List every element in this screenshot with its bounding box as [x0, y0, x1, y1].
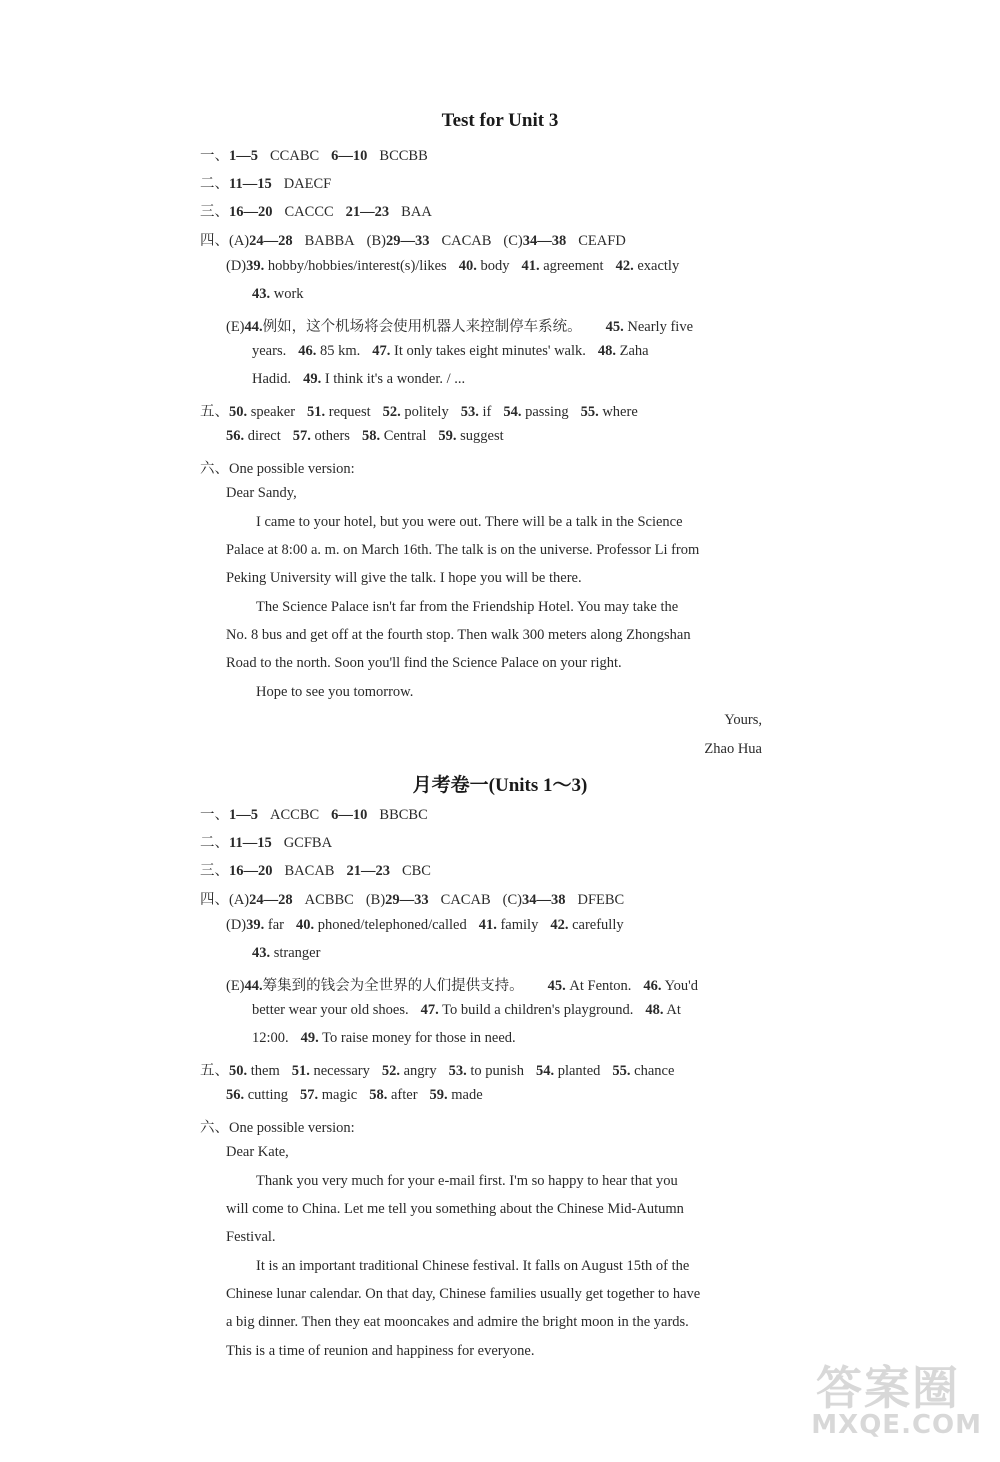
answers: BCCBB — [379, 148, 428, 164]
answer-text: At Fenton. — [569, 978, 632, 994]
answer-text: if — [482, 404, 492, 420]
answer-text: direct — [247, 428, 281, 444]
answers: DFEBC — [577, 892, 625, 908]
section-number: 四、 — [200, 233, 229, 249]
answer-text: phoned/telephoned/called — [317, 917, 467, 933]
answer-text: passing — [525, 404, 569, 420]
question-range: 6—10 — [331, 807, 368, 823]
answers: CEAFD — [578, 233, 626, 249]
question-number: 52. — [382, 404, 401, 420]
answers: DAECF — [283, 176, 332, 192]
answer-text: It only takes eight minutes' walk. — [394, 343, 586, 359]
answer-text: suggest — [460, 428, 504, 444]
question-range: 21—23 — [345, 204, 390, 220]
answers: BABBA — [304, 233, 355, 249]
answer-text: 85 km. — [319, 343, 361, 359]
watermark-en: MXQE.COM — [811, 1410, 982, 1440]
answer-row-5-cont — [226, 428, 504, 445]
answer-text: At — [666, 1002, 681, 1018]
section-title-monthly-test: 月考卷一(Units 1～3) — [412, 775, 588, 796]
answer-text: exactly — [637, 258, 680, 274]
letter-line: Thank you very much for your e-mail first. I'm so happy to hear that you — [256, 1173, 678, 1189]
question-number: 59. — [438, 428, 457, 444]
answer-text: made — [451, 1087, 483, 1103]
answer-text: after — [390, 1087, 418, 1103]
answer-row-d-cont — [252, 945, 320, 962]
question-number: 58. — [361, 428, 381, 444]
answer-row-2 — [200, 831, 332, 852]
question-number: 45. — [547, 978, 566, 994]
question-number: 51. — [307, 404, 326, 420]
question-number: 56. — [226, 1087, 245, 1103]
question-range: 21—23 — [346, 863, 390, 879]
answer-text: Central — [383, 428, 427, 444]
answer-text: agreement — [543, 258, 604, 274]
answer-text: magic — [321, 1087, 358, 1103]
section-number: 一、 — [200, 148, 229, 164]
question-number: 50. — [229, 404, 248, 420]
answer-text: I think it's a wonder. / ... — [324, 371, 466, 387]
question-range: 16—20 — [229, 863, 273, 879]
letter-line: No. 8 bus and get off at the fourth stop. Then walk 300 meters along Zhongshan — [226, 627, 691, 643]
question-number: 49. — [300, 1030, 319, 1046]
answer-row-e-cont2 — [252, 371, 465, 388]
question-range: 34—38 — [521, 892, 566, 908]
answer-text: Zaha — [619, 343, 649, 359]
answers: CCABC — [270, 148, 320, 164]
answer-row-1 — [200, 144, 428, 165]
answers: BAA — [401, 204, 432, 220]
answer-row-d — [226, 258, 679, 275]
section-number: 三、 — [200, 863, 229, 879]
answers: CACAB — [440, 892, 491, 908]
answer-text: stranger — [273, 945, 321, 961]
answer-text: others — [314, 428, 350, 444]
question-number: 57. — [300, 1087, 319, 1103]
answer-row-e — [226, 315, 693, 336]
part-label: (C) — [502, 892, 522, 908]
section-number: 五、 — [200, 404, 229, 420]
question-number: 47. — [420, 1002, 439, 1018]
answer-text: work — [273, 286, 304, 302]
watermark-cn: 答案圈 — [816, 1361, 960, 1415]
question-number: 56. — [226, 428, 245, 444]
letter-line: Chinese lunar calendar. On that day, Chinese families usually get together to have — [226, 1286, 701, 1302]
question-number: 52. — [381, 1063, 400, 1079]
question-number: 54. — [535, 1063, 555, 1079]
answers: BACAB — [284, 863, 335, 879]
answer-text: Hadid. — [252, 371, 292, 387]
question-range: 24—28 — [249, 892, 293, 908]
question-number: 41. — [478, 917, 497, 933]
letter-closing: Yours, — [724, 712, 762, 728]
question-number: 55. — [612, 1063, 631, 1079]
answer-row-5 — [200, 1059, 674, 1080]
answers: BBCBC — [379, 807, 428, 823]
letter-line: Festival. — [226, 1229, 276, 1245]
part-label: (E) — [226, 978, 245, 994]
answer-row-e-cont2 — [252, 1030, 516, 1047]
question-range: 29—33 — [385, 892, 429, 908]
section-number: 四、 — [200, 892, 229, 908]
letter-line: This is a time of reunion and happiness for everyone. — [226, 1343, 535, 1359]
question-number: 48. — [597, 343, 617, 359]
letter-line: Palace at 8:00 a. m. on March 16th. The talk is on the universe. Professor Li from — [226, 542, 700, 558]
question-number: 48. — [645, 1002, 664, 1018]
question-range: 11—15 — [229, 835, 272, 851]
question-range: 16—20 — [229, 204, 273, 220]
letter-line: a big dinner. Then they eat mooncakes and admire the bright moon in the yards. — [226, 1314, 689, 1330]
answer-text: hobby/hobbies/interest(s)/likes — [267, 258, 447, 274]
question-number: 47. — [372, 343, 391, 359]
question-range: 1—5 — [229, 148, 258, 164]
answer-text: 筹集到的钱会为全世界的人们提供支持。 — [262, 978, 524, 994]
question-number: 58. — [369, 1087, 388, 1103]
part-label: (B) — [366, 233, 386, 249]
section-title-unit3: Test for Unit 3 — [441, 110, 559, 131]
answer-row-5 — [200, 400, 638, 421]
answer-text: where — [602, 404, 638, 420]
answer-text: them — [250, 1063, 280, 1079]
answers: ACBBC — [304, 892, 354, 908]
section-number: 三、 — [200, 204, 229, 220]
section-number: 一、 — [200, 807, 229, 823]
question-number: 39. — [246, 258, 265, 274]
answer-text: request — [328, 404, 371, 420]
answer-text: politely — [404, 404, 449, 420]
part-label: (B) — [365, 892, 386, 908]
part-label: (D) — [226, 258, 247, 274]
answer-text: To build a children's playground. — [442, 1002, 634, 1018]
answer-text: cutting — [247, 1087, 289, 1103]
question-number: 53. — [460, 404, 479, 420]
answer-row-2 — [200, 172, 331, 193]
answer-row-4 — [200, 229, 626, 250]
question-number: 46. — [643, 978, 662, 994]
letter-line: Peking University will give the talk. I hope you will be there. — [226, 570, 582, 586]
letter-signature: Zhao Hua — [704, 741, 762, 757]
question-range: 6—10 — [331, 148, 368, 164]
answer-text: angry — [403, 1063, 437, 1079]
answer-text: better wear your old shoes. — [252, 1002, 409, 1018]
answer-row-e-cont — [252, 343, 649, 360]
question-range: 29—33 — [385, 233, 430, 249]
question-number: 51. — [291, 1063, 310, 1079]
answer-row-4 — [200, 888, 624, 909]
question-range: 24—28 — [249, 233, 293, 249]
answer-row-d-cont — [252, 286, 304, 303]
letter-line: Road to the north. Soon you'll find the Science Palace on your right. — [226, 655, 622, 671]
question-number: 49. — [303, 371, 322, 387]
question-range: 1—5 — [229, 807, 258, 823]
answer-text: To raise money for those in need. — [322, 1030, 516, 1046]
watermark-logo — [782, 1352, 982, 1452]
answer-text: carefully — [572, 917, 624, 933]
part-label: (A) — [229, 233, 250, 249]
answer-text: Nearly five — [627, 319, 694, 335]
answer-text: body — [480, 258, 510, 274]
writing-section-header: 六、One possible version: — [200, 1120, 355, 1136]
question-number: 40. — [295, 917, 315, 933]
letter-line: It is an important traditional Chinese festival. It falls on August 15th of the — [256, 1258, 690, 1274]
answer-text: far — [267, 917, 284, 933]
section-number: 五、 — [200, 1063, 229, 1079]
answer-row-1 — [200, 803, 428, 824]
question-number: 42. — [550, 917, 569, 933]
question-number: 43. — [252, 945, 271, 961]
answer-row-e — [226, 974, 698, 995]
answers: ACCBC — [270, 807, 320, 823]
question-range: 11—15 — [229, 176, 272, 192]
question-number: 59. — [429, 1087, 448, 1103]
question-number: 44. — [244, 319, 263, 335]
question-number: 42. — [615, 258, 634, 274]
letter-line: The Science Palace isn't far from the Friendship Hotel. You may take the — [256, 599, 679, 615]
question-number: 45. — [605, 319, 624, 335]
answers: CACAB — [441, 233, 492, 249]
answer-text: planted — [557, 1063, 601, 1079]
question-number: 39. — [246, 917, 265, 933]
answer-text: family — [500, 917, 539, 933]
answers: CACCC — [284, 204, 334, 220]
answer-row-e-cont — [252, 1002, 681, 1019]
question-number: 46. — [298, 343, 317, 359]
answers: GCFBA — [283, 835, 333, 851]
letter-line: Hope to see you tomorrow. — [256, 684, 414, 700]
answer-text: speaker — [250, 404, 296, 420]
answers: CBC — [401, 863, 431, 879]
writing-section-header: 六、One possible version: — [200, 461, 355, 477]
answer-text: You'd — [664, 978, 699, 994]
answer-text: 12:00. — [252, 1030, 289, 1046]
letter-line: I came to your hotel, but you were out. There will be a talk in the Science — [256, 514, 683, 530]
question-number: 57. — [292, 428, 311, 444]
question-number: 43. — [252, 286, 271, 302]
answer-row-3 — [200, 859, 431, 880]
answer-text: chance — [634, 1063, 675, 1079]
letter-greeting: Dear Sandy, — [226, 485, 297, 501]
question-number: 53. — [448, 1063, 467, 1079]
answer-row-d — [226, 917, 624, 934]
answer-text: 例如，这个机场将会使用机器人来控制停车系统。 — [262, 319, 582, 335]
part-label: (C) — [503, 233, 523, 249]
letter-line: will come to China. Let me tell you something about the Chinese Mid-Autumn — [226, 1201, 684, 1217]
question-number: 41. — [521, 258, 540, 274]
answer-text: necessary — [313, 1063, 370, 1079]
section-number: 二、 — [200, 176, 229, 192]
answer-text: to punish — [470, 1063, 524, 1079]
answer-row-3 — [200, 200, 432, 221]
question-number: 50. — [229, 1063, 248, 1079]
part-label: (D) — [226, 917, 247, 933]
part-label: (A) — [229, 892, 250, 908]
question-number: 40. — [458, 258, 477, 274]
part-label: (E) — [226, 319, 245, 335]
question-number: 44. — [244, 978, 263, 994]
answer-row-5-cont — [226, 1087, 483, 1104]
letter-greeting: Dear Kate, — [226, 1144, 289, 1160]
section-number: 二、 — [200, 835, 229, 851]
answer-text: years. — [252, 343, 287, 359]
question-number: 54. — [503, 404, 522, 420]
question-range: 34—38 — [522, 233, 567, 249]
question-number: 55. — [580, 404, 599, 420]
